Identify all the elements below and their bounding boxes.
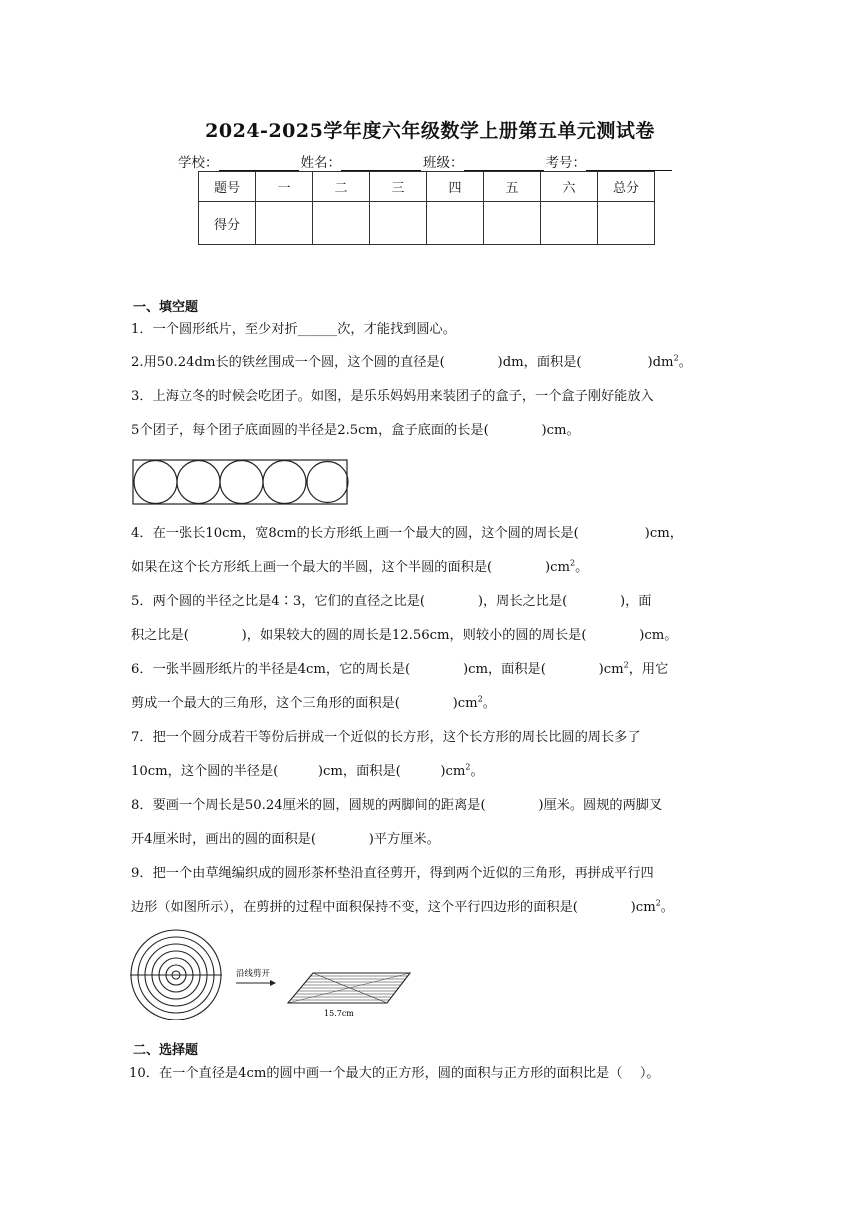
score-header-cell: 四: [427, 172, 484, 202]
question-line: 8．要画一个周长是50.24厘米的圆，圆规的两脚间的距离是( )厘米。圆规的两脚叉: [131, 798, 663, 813]
score-header-cell: 二: [313, 172, 370, 202]
student-info-line: [178, 151, 688, 171]
page-title: 2024-2025学年度六年级数学上册第五单元测试卷: [205, 120, 655, 142]
question-line: 3．上海立冬的时候会吃团子。如图，是乐乐妈妈用来装团子的盒子，一个盒子刚好能放入: [131, 389, 654, 404]
dumpling-circle: [177, 461, 220, 504]
question-line: 5．两个圆的半径之比是4∶3，它们的直径之比是( )，周长之比是( )，面: [131, 594, 652, 609]
class-blank[interactable]: [464, 156, 544, 171]
section-title-multiple-choice: 二、选择题: [133, 1043, 199, 1058]
question-1: [131, 320, 731, 354]
question-line: 如果在这个长方形纸上画一个最大的半圆，这个半圆的面积是( )$cm^2$。: [131, 558, 589, 575]
section-title-fill-blank: 一、填空题: [133, 300, 199, 315]
box-rectangle: [133, 460, 347, 504]
dumpling-circle: [307, 462, 348, 503]
question-line: 剪成一个最大的三角形，这个三角形的面积是( )$cm^2$。: [131, 694, 496, 711]
question-line: 积之比是( )，如果较大的圆的周长是12.56cm，则较小的圆的周长是( )cm。: [131, 628, 678, 643]
score-cell[interactable]: [541, 202, 598, 245]
score-cell[interactable]: [256, 202, 313, 245]
name-blank[interactable]: [341, 156, 421, 171]
exam-number-blank[interactable]: [586, 156, 672, 171]
question-2: [131, 353, 731, 387]
question-7: [131, 728, 731, 796]
exam-number-label: 考号：: [545, 155, 586, 171]
school-blank[interactable]: [219, 156, 299, 171]
score-header-cell: 一: [256, 172, 313, 202]
arrow-head-icon: [270, 980, 276, 986]
question-line: 5个团子，每个团子底面圆的半径是2.5cm，盒子底面的长是( )cm。: [131, 423, 580, 438]
score-header-cell: 三: [370, 172, 427, 202]
class-label: 班级：: [423, 155, 464, 171]
score-cell[interactable]: [427, 202, 484, 245]
question-8: [131, 796, 731, 864]
score-header-cell: 总分: [598, 172, 655, 202]
score-table: [198, 171, 655, 245]
question-5: [131, 592, 731, 660]
score-header-cell: 六: [541, 172, 598, 202]
question-line: 1．一个圆形纸片，至少对折______次，才能找到圆心。: [131, 322, 456, 337]
question-3: [131, 387, 731, 455]
question-line: 10．在一个直径是4cm的圆中画一个最大的正方形，圆的面积与正方形的面积比是（ ）。: [129, 1066, 660, 1081]
question-line: 9．把一个由草绳编织成的圆形茶杯垫沿直径剪开，得到两个近似的三角形，再拼成平行四: [131, 866, 654, 881]
concentric-coaster: [130, 930, 222, 1020]
question-line: 4．在一张长10cm，宽8cm的长方形纸上画一个最大的圆，这个圆的周长是( )cm，: [131, 526, 683, 541]
question-9: [131, 864, 731, 932]
dumpling-box-figure: [132, 459, 350, 507]
score-row-label: 得分: [199, 202, 256, 245]
question-line: 边形（如图所示），在剪拼的过程中面积保持不变，这个平行四边形的面积是( )$cm^2$。: [131, 898, 674, 915]
question-4: [131, 524, 731, 592]
question-line: 2.用50.24dm长的铁丝围成一个圆，这个圆的直径是( )dm，面积是( )$dm^2$。: [131, 353, 692, 370]
score-cell[interactable]: [484, 202, 541, 245]
question-line: 10cm，这个圆的半径是( )cm，面积是( )$cm^2$。: [131, 762, 484, 779]
score-header-cell: 题号: [199, 172, 256, 202]
question-line: 7．把一个圆分成若干等份后拼成一个近似的长方形，这个长方形的周长比圆的周长多了: [131, 730, 641, 745]
score-cell[interactable]: [598, 202, 655, 245]
question-line: 6．一张半圆形纸片的半径是4cm，它的周长是( )cm，面积是( )$cm^2$，用它: [131, 660, 669, 677]
coaster-cut-figure: [128, 928, 418, 1020]
base-length-label: 15.7cm: [324, 1009, 354, 1018]
question-10: [129, 1064, 729, 1098]
question-line: 开4厘米时，画出的圆的面积是( )平方厘米。: [131, 832, 440, 847]
school-label: 学校：: [178, 155, 219, 171]
score-header-cell: 五: [484, 172, 541, 202]
score-cell[interactable]: [313, 202, 370, 245]
dumpling-circle: [134, 461, 177, 504]
cut-text: 沿线剪开: [236, 969, 271, 979]
score-cell[interactable]: [370, 202, 427, 245]
dumpling-circle: [263, 461, 306, 504]
question-6: [131, 660, 731, 728]
parallelogram-figure: [288, 973, 410, 1003]
name-label: 姓名：: [300, 155, 341, 171]
dumpling-circle: [220, 461, 263, 504]
